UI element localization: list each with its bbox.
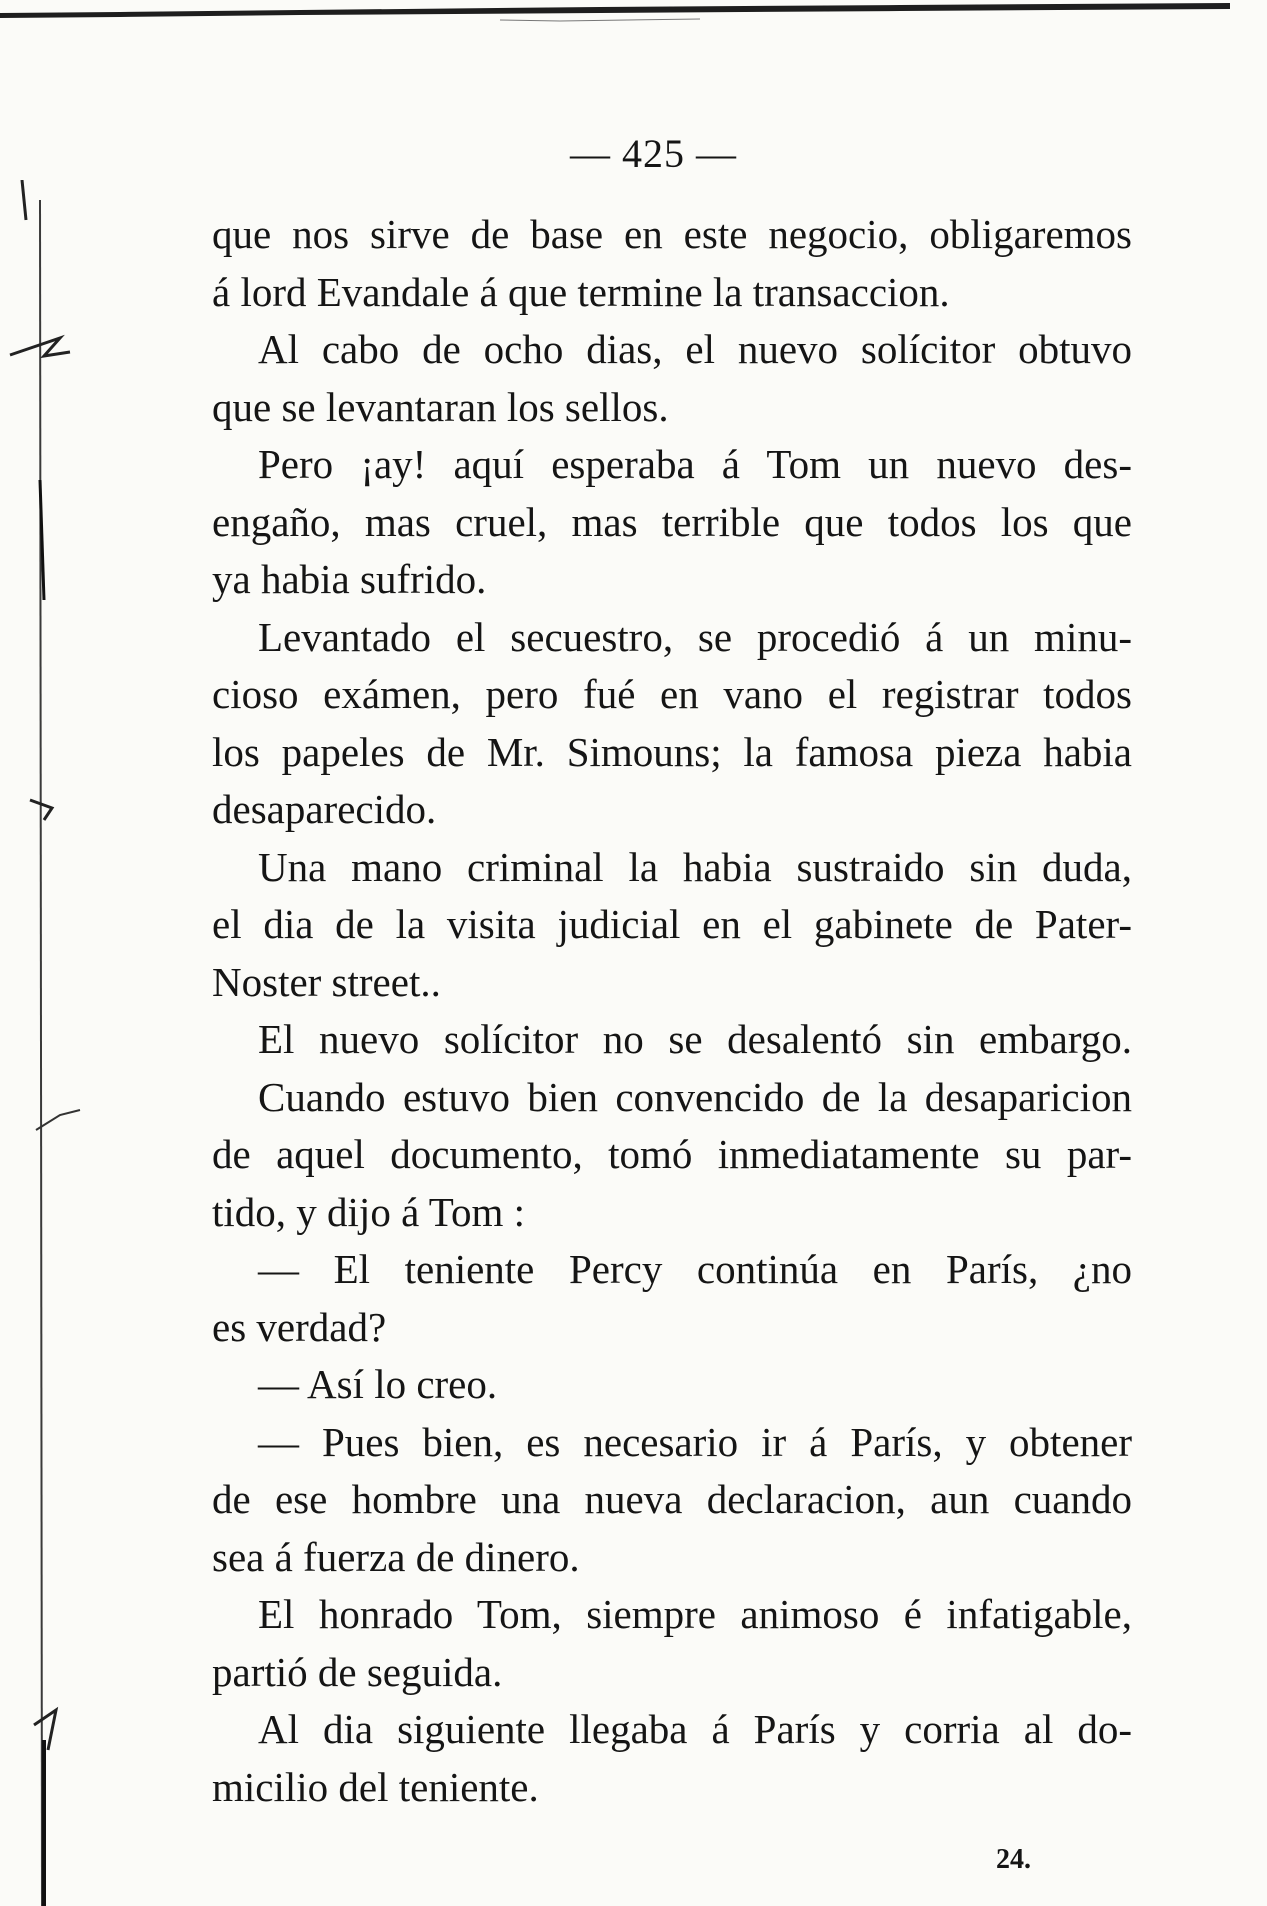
page-number: — 425 — (570, 131, 737, 176)
text-line: — Así lo creo. (258, 1361, 498, 1407)
binding-edge-marks (0, 180, 90, 1906)
text-line: Al cabo de ocho dias, el nuevo solícitor obtuvo (258, 326, 1132, 372)
text-line: engaño, mas cruel, mas terrible que todos los que (212, 498, 1132, 545)
top-rule (0, 0, 1230, 22)
body-text (212, 206, 1132, 1816)
text-line: de ese hombre una nueva declaracion, aun cuando (212, 1476, 1132, 1522)
text-line: — El teniente Percy continúa en París, ¿no (258, 1246, 1132, 1292)
text-line: á lord Evandale á que termine la transaccion. (212, 268, 950, 315)
text-line: Una mano criminal la habia sustraido sin duda, (258, 843, 1132, 890)
text-line: partió de seguida. (212, 1648, 503, 1695)
text-line: cioso exámen, pero fué en vano el registrar todos (212, 671, 1132, 717)
text-line: los papeles de Mr. Simouns; la famosa pieza habia (212, 728, 1132, 775)
text-line: El nuevo solícitor no se desalentó sin embargo. (258, 1016, 1132, 1062)
text-line: El honrado Tom, siempre animoso é infatigable, (258, 1591, 1132, 1637)
signature-mark: 24. (996, 1844, 1031, 1875)
text-line: el dia de la visita judicial en el gabinete de Pater- (212, 901, 1132, 947)
text-line: ya habia sufrido. (212, 556, 487, 602)
text-line: Cuando estuvo bien convencido de la desaparicion (258, 1073, 1132, 1120)
text-line: que nos sirve de base en este negocio, obligaremos (212, 211, 1132, 257)
text-line: Levantado el secuestro, se procedió á un minu- (258, 613, 1132, 660)
text-line: de aquel documento, tomó inmediatamente su par- (212, 1131, 1132, 1177)
text-line: Noster street.. (212, 958, 441, 1005)
text-line: es verdad? (212, 1303, 387, 1350)
text-line: micilio del teniente. (212, 1763, 539, 1810)
text-line: — Pues bien, es necesario ir á París, y obtener (258, 1418, 1132, 1465)
text-line: Al dia siguiente llegaba á París y corria al do- (258, 1706, 1132, 1752)
text-line: que se levantaran los sellos. (212, 383, 669, 430)
text-line: sea á fuerza de dinero. (212, 1533, 580, 1580)
text-line: desaparecido. (212, 786, 437, 832)
text-line: tido, y dijo á Tom : (212, 1188, 525, 1235)
text-line: Pero ¡ay! aquí esperaba á Tom un nuevo des- (258, 441, 1132, 487)
